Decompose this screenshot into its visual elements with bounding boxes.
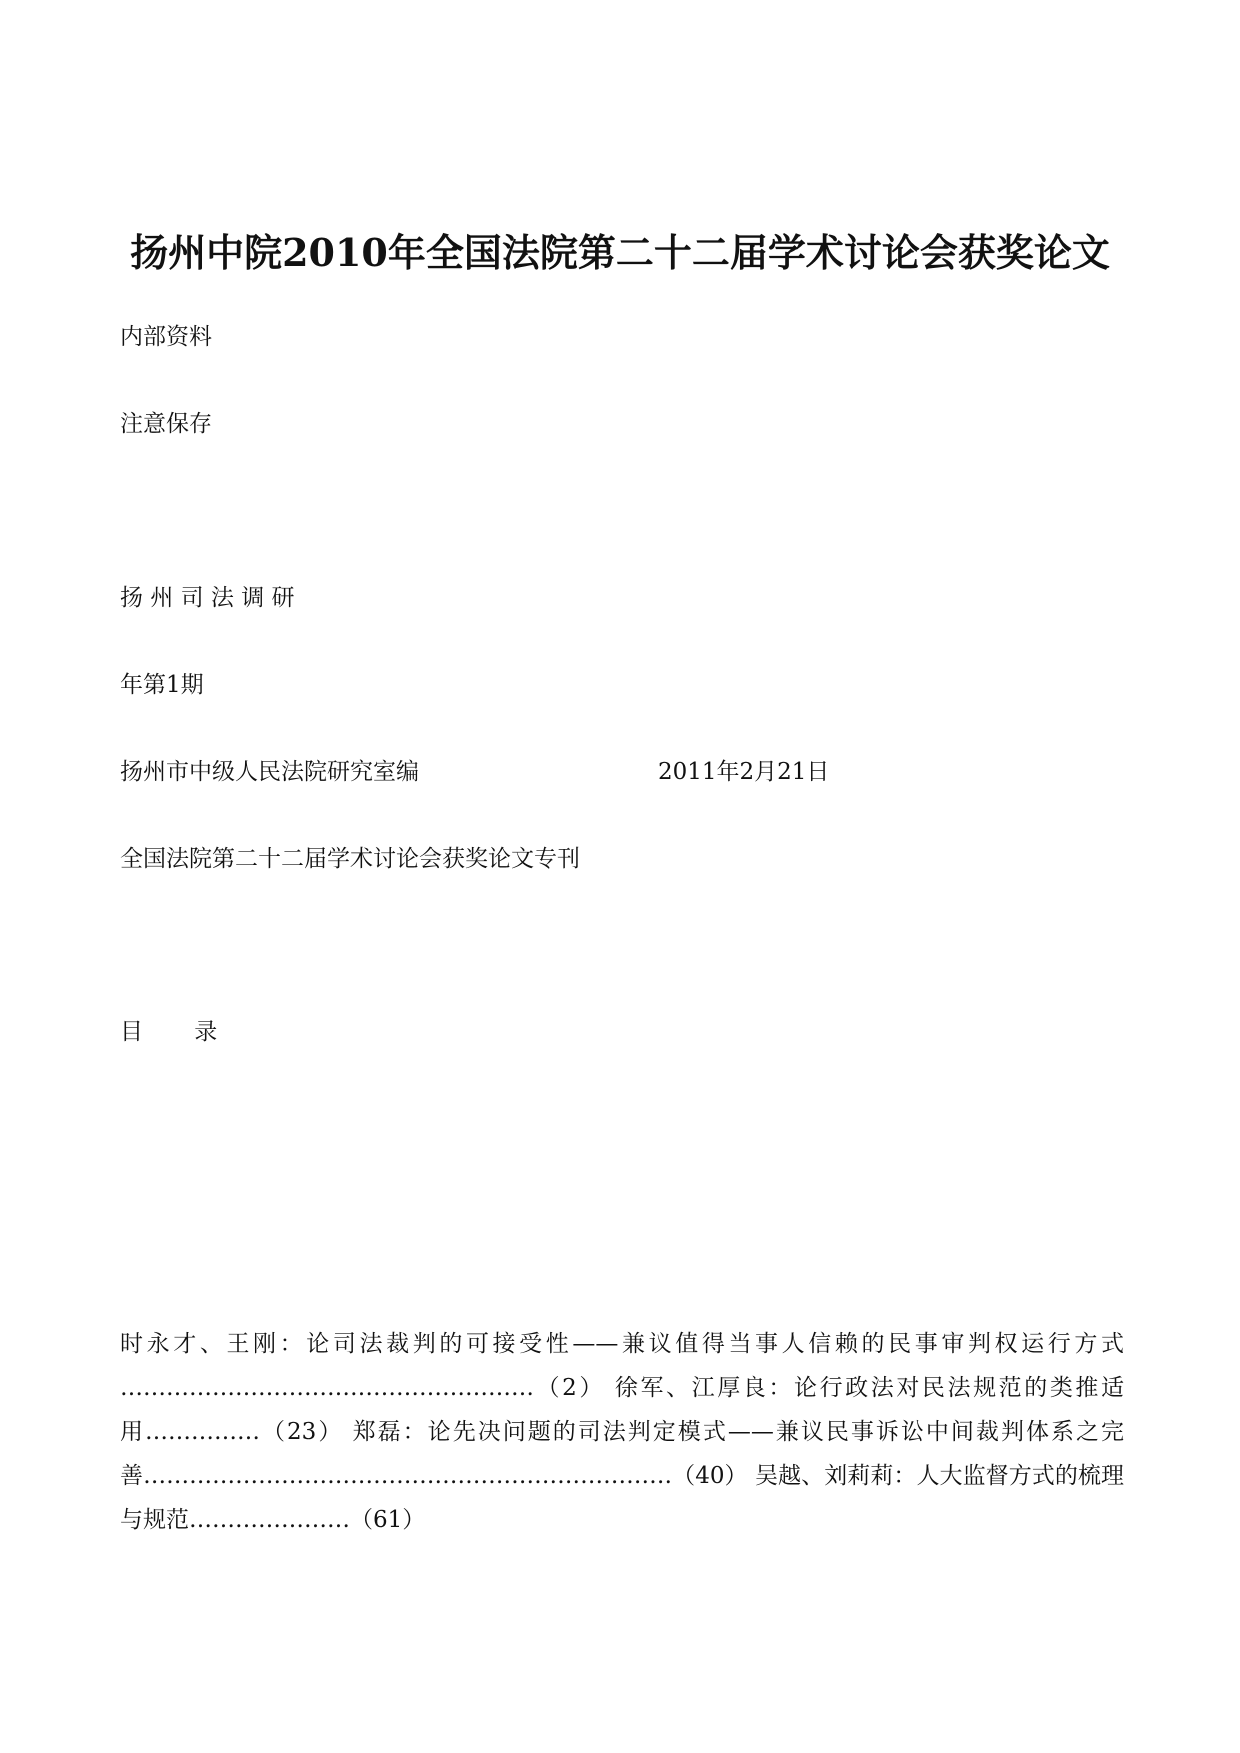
toc-entry[interactable]: 吴越、刘莉莉：人大监督方式的梳理与规范…………………（61） <box>120 1463 1124 1533</box>
internal-label: 内部资料 <box>120 324 212 350</box>
document-title: 扬州中院2010年全国法院第二十二届学术讨论会获奖论文 <box>130 230 1110 275</box>
toc-entry[interactable]: 郑磊：论先决问题的司法判定模式——兼议民事诉讼中间裁判体系之完善……………………………………………………………（40） <box>120 1419 1124 1489</box>
toc-entry[interactable]: 徐军、江厚良：论行政法对民法规范的类推适用……………（23） <box>120 1375 1125 1445</box>
toc-entry[interactable]: 时永才、王刚：论司法裁判的可接受性——兼议值得当事人信赖的民事审判权运行方式 ………………………………………………（2） <box>120 1331 1124 1401</box>
keep-notice: 注意保存 <box>120 411 212 437</box>
journal-name: 扬 州 司 法 调 研 <box>120 585 295 611</box>
publish-date: 2011年2月21日 <box>658 759 830 785</box>
table-of-contents <box>120 1322 1124 1542</box>
special-issue-title: 全国法院第二十二届学术讨论会获奖论文专刊 <box>120 846 580 872</box>
issue-number: 年第1期 <box>120 672 204 698</box>
editor-line: 扬州市中级人民法院研究室编 <box>120 759 419 785</box>
toc-heading: 目 录 <box>120 1019 240 1045</box>
